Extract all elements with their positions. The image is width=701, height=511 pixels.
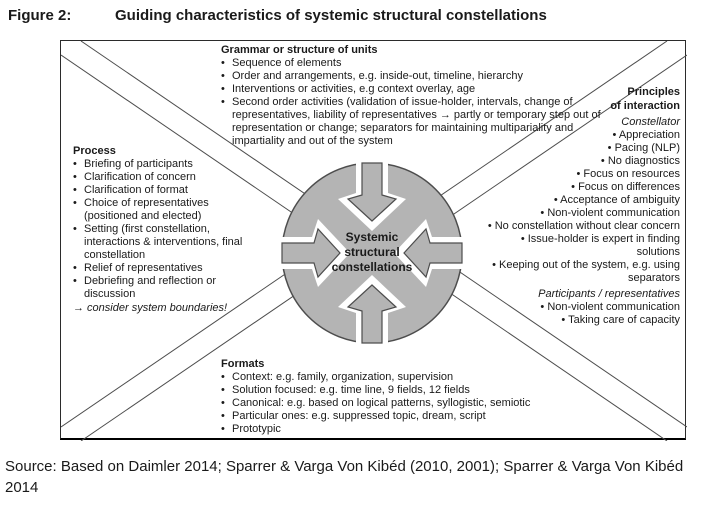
list-item: • Second order activities (validation of issue-holder, intervals, change of representatives, liability of representatives → partly or temporary step out of representation or change; separators for maintaining multipariality and impartiality and out of the system <box>221 96 601 147</box>
bullet-icon: • <box>73 171 77 183</box>
bullet-icon: • <box>73 184 77 196</box>
principles-subheading-constellator: Constellator <box>621 116 680 128</box>
list-item: • Solution focused: e.g. time line, 9 fields, 12 fields <box>221 384 470 396</box>
bullet-icon: • <box>221 96 225 108</box>
source-caption: Source: Based on Daimler 2014; Sparrer & Varga Von Kibéd (2010, 2001); Sparrer & Varga Von Kibéd 2014 <box>5 458 684 496</box>
list-item: • No diagnostics <box>600 155 680 167</box>
principles-subheading-participants: Participants / representatives <box>538 288 680 300</box>
bullet-icon: • <box>221 371 225 383</box>
block-principles <box>480 85 680 327</box>
formats-heading: Formats <box>221 358 265 370</box>
bullet-icon: • <box>520 233 525 245</box>
list-item: • Canonical: e.g. based on logical patterns, syllogistic, semiotic <box>221 397 531 409</box>
list-item: • Briefing of participants <box>73 158 193 170</box>
bullet-icon: • <box>73 275 77 287</box>
bullet-icon: • <box>73 223 77 235</box>
bullet-icon: • <box>540 301 545 313</box>
figure-number: Figure 2: <box>8 7 72 24</box>
diagram-frame <box>60 40 686 440</box>
bullet-icon: • <box>612 129 617 141</box>
bullet-icon: • <box>221 397 225 409</box>
bullet-icon: • <box>73 158 77 170</box>
bullet-icon: • <box>553 194 558 206</box>
list-item: • Clarification of format <box>73 184 188 196</box>
bullet-icon: • <box>561 314 566 326</box>
list-item: • Relief of representatives <box>73 262 203 274</box>
list-item: • Sequence of elements <box>221 57 342 69</box>
list-item: • Prototypic <box>221 423 281 435</box>
principles-heading: Principles of interaction <box>610 86 680 112</box>
list-item: • Focus on differences <box>571 181 680 193</box>
list-item: • Acceptance of ambiguity <box>553 194 680 206</box>
list-item: • Focus on resources <box>576 168 680 180</box>
bullet-icon: • <box>600 155 605 167</box>
grammar-heading: Grammar or structure of units <box>221 44 378 56</box>
bullet-icon: • <box>576 168 581 180</box>
list-item: • Keeping out of the system, e.g. using separators <box>492 259 680 284</box>
bullet-icon: • <box>221 423 225 435</box>
list-item: • No constellation without clear concern <box>487 220 680 232</box>
block-formats <box>221 357 633 436</box>
bullet-icon: • <box>607 142 612 154</box>
list-item: • Order and arrangements, e.g. inside-out, timeline, hierarchy <box>221 70 524 82</box>
list-item: • Setting (first constellation, interactions & interventions, final constellation <box>73 223 243 261</box>
list-item: • Issue-holder is expert in finding solutions <box>520 233 680 258</box>
bullet-icon: • <box>73 197 77 209</box>
list-item: • Interventions or activities, e.g context overlay, age <box>221 83 476 95</box>
bullet-icon: • <box>487 220 492 232</box>
list-item: • Pacing (NLP) <box>607 142 680 154</box>
block-process <box>73 144 243 315</box>
bullet-icon: • <box>221 70 225 82</box>
bullet-icon: • <box>221 384 225 396</box>
figure-caption <box>8 7 547 24</box>
process-note: → consider system boundaries! <box>73 302 228 314</box>
bullet-icon: • <box>221 410 225 422</box>
bullet-icon: • <box>221 57 225 69</box>
list-item: • Debriefing and reflection or discussion <box>73 275 217 300</box>
bullet-icon: • <box>73 262 77 274</box>
list-item: • Taking care of capacity <box>561 314 680 326</box>
list-item: • Non-violent communication <box>540 301 680 313</box>
list-item: • Choice of representatives (positioned and elected) <box>73 197 209 222</box>
list-item: • Clarification of concern <box>73 171 196 183</box>
bullet-icon: • <box>492 259 496 271</box>
central-disc-label: Systemic structural constellations <box>331 230 413 274</box>
list-item: • Context: e.g. family, organization, supervision <box>221 371 454 383</box>
figure-title: Guiding characteristics of systemic structural constellations <box>115 7 547 24</box>
list-item: • Appreciation <box>612 129 680 141</box>
process-heading: Process <box>73 145 116 157</box>
bullet-icon: • <box>540 207 545 219</box>
list-item: • Non-violent communication <box>540 207 680 219</box>
bullet-icon: • <box>221 83 225 95</box>
list-item: • Particular ones: e.g. suppressed topic, dream, script <box>221 410 486 422</box>
bullet-icon: • <box>571 181 576 193</box>
